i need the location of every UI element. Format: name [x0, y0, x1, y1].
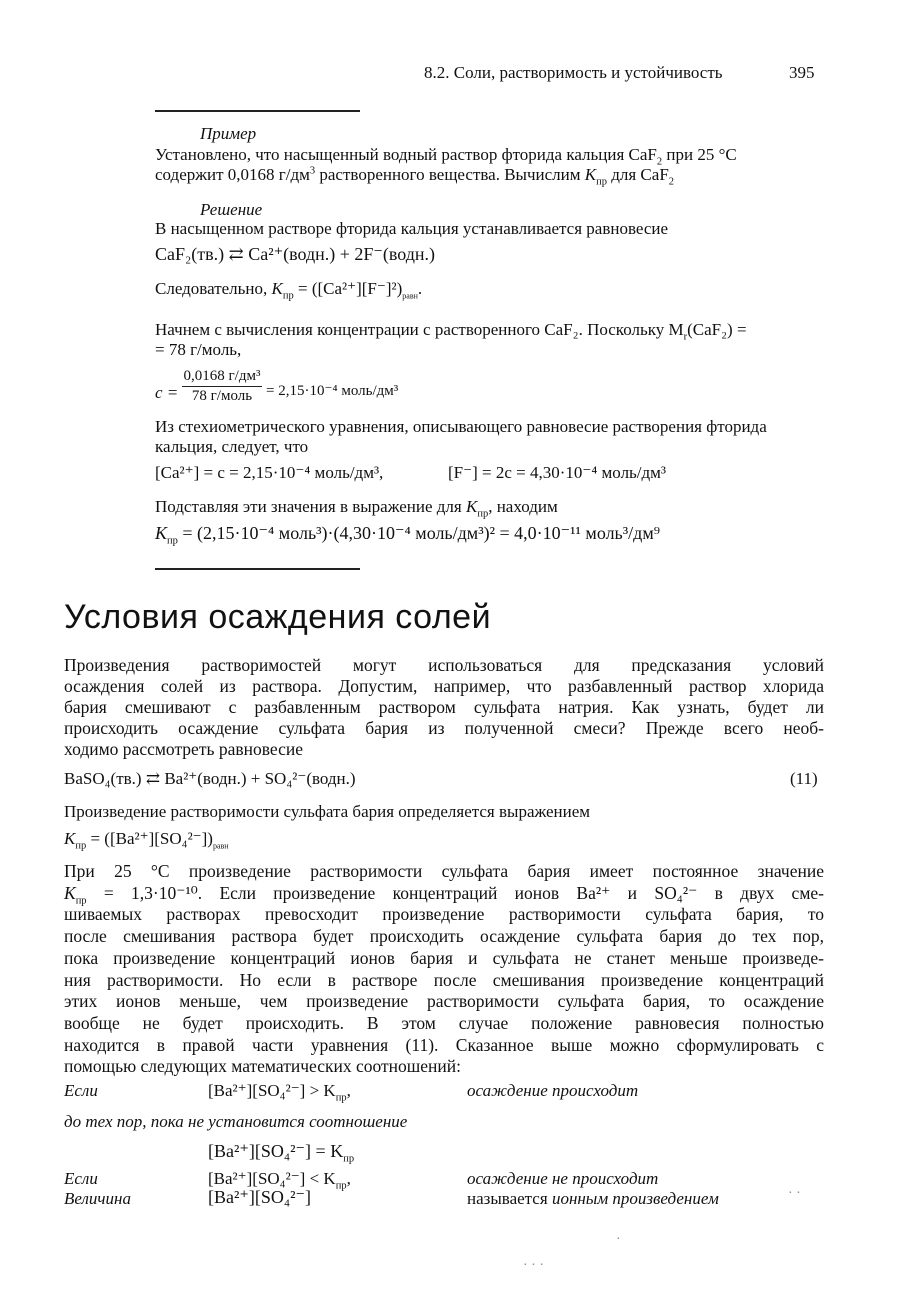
- fraction-numerator: 0,0168 г/дм³: [183, 368, 261, 384]
- condition-if-2-result: осаждение не происходит: [467, 1169, 659, 1188]
- paragraph-3-line: ния растворимости. Но если в растворе после смешивания произведение концентраций: [64, 969, 824, 990]
- condition-equality: $[Ba^{2+}][SO_4^{2-}] = K_{пр}$: [208, 1141, 355, 1165]
- paragraph-1-line: осаждения солей из раствора. Допустим, например, что разбавленный раствор хлорида: [64, 676, 824, 696]
- condition-if-2-label: Если: [64, 1169, 98, 1188]
- condition-if-1-expr: $[Ba^{2+}][SO_4^{2-}] > K_{пр}$,: [208, 1081, 351, 1104]
- equation-number: (11): [790, 769, 818, 788]
- solution-line-4: = 78 г/моль,: [155, 340, 242, 359]
- paragraph-3-line: При 25 °С произведение растворимости сульфата бария имеет постоянное значение: [64, 861, 824, 881]
- fraction-result: = 2,15·10⁻⁴ моль/дм³: [266, 383, 399, 399]
- solution-line-2: Следовательно, $K_{пр} = ([Ca^{2+}][F^-]^2)_{равн}$.: [155, 279, 423, 302]
- example-line-2: содержит 0,0168 $г/дм^3$ растворенного вещества. Вычислим $K_{пр}$ для CaF$_2$: [155, 165, 675, 188]
- paragraph-3-line: шиваемых растворах превосходит произведение растворимости сульфата бария, то: [64, 904, 824, 925]
- solution-label: Решение: [200, 200, 263, 219]
- solution-line-7: Подставляя эти значения в выражение для $K_{пр}$, находим: [155, 497, 558, 520]
- condition-value-result: называется ионным произведением: [467, 1189, 719, 1208]
- running-header: [424, 63, 723, 83]
- condition-if-2-expr: $[Ba^{2+}][SO_4^{2-}] < K_{пр}$,: [208, 1169, 351, 1192]
- solution-line-5: Из стехиометрического уравнения, описывающего равновесие растворения фторида: [155, 417, 767, 436]
- paragraph-1-line: бария смешивают с разбавленным раствором сульфата натрия. Как узнать, будет ли: [64, 697, 824, 717]
- paragraph-1-line: происходить осаждение сульфата бария из полученной смеси? Прежде всего необ-: [64, 718, 824, 738]
- fraction-bar: [182, 386, 262, 387]
- paragraph-1-line: Произведения растворимостей могут использоваться для предсказания условий: [64, 655, 824, 675]
- page-number: 395: [789, 63, 815, 82]
- scan-speck: · ·: [788, 1186, 801, 1201]
- paragraph-3-line: этих ионов меньше, чем произведение растворимости сульфата бария, то осаждение: [64, 991, 824, 1012]
- condition-value-label: Величина: [64, 1189, 131, 1208]
- condition-if-1-result: осаждение происходит: [467, 1081, 639, 1100]
- divider-top: [155, 110, 360, 112]
- paragraph-1: [64, 655, 824, 760]
- paragraph-1-line: ходимо рассмотреть равновесие: [64, 739, 303, 759]
- fraction-denominator: 78 г/моль: [191, 388, 253, 404]
- scan-speck: ·: [616, 1232, 621, 1247]
- section-title: Условия осаждения солей: [64, 598, 492, 636]
- paragraph-2: Произведение растворимости сульфата бария определяется выражением: [64, 802, 591, 821]
- paragraph-3-line: находится в правой части уравнения (11). Сказанное выше можно сформулировать с: [64, 1034, 824, 1055]
- equation-kpr-result: $K_{пр} = (2,15\cdot 10^{-4}$ моль³)·(4,30·10⁻⁴ моль/дм³)² = 4,0·10⁻¹¹ моль³/дм⁹: [155, 523, 660, 547]
- paragraph-3-line: $K_{пр} = 1,3\cdot 10^{-10}$. Если произведение концентраций ионов Ba²⁺ и SO₄²⁻ в двух сме-: [64, 882, 824, 907]
- paragraph-3-line: после смешивания раствора будет происходить осаждение сульфата бария до тех пор,: [64, 926, 824, 947]
- solution-line-1: В насыщенном растворе фторида кальция устанавливается равновесие: [155, 219, 669, 238]
- divider-bottom: [155, 568, 360, 570]
- concentration-fraction: [182, 368, 262, 405]
- section-heading: 8.2. Соли, растворимость и устойчивость: [424, 63, 723, 82]
- solution-line-6: кальция, следует, что: [155, 437, 309, 456]
- condition-until: до тех пор, пока не установится соотношение: [64, 1112, 408, 1131]
- equation-caf2: CaF₂(тв.) ⇄ Ca²⁺(водн.) + 2F⁻(водн.): [155, 244, 436, 264]
- scan-speck: · · ·: [523, 1258, 544, 1273]
- paragraph-3: [64, 861, 824, 1078]
- c-symbol: c =: [155, 383, 179, 402]
- equation-baso4: BaSO₄(тв.) ⇄ Ba²⁺(водн.) + SO₄²⁻(водн.): [64, 769, 356, 788]
- paragraph-3-line: пока произведение концентраций ионов бария и сульфата не станет меньше произведе-: [64, 947, 824, 968]
- paragraph-3-line: помощью следующих математических соотношений:: [64, 1056, 461, 1077]
- condition-value-expr: [Ba²⁺][SO₄²⁻]: [208, 1187, 312, 1207]
- solution-line-3: Начнем с вычисления концентрации c растворенного CaF₂. Поскольку $M_r(CaF_2)$ =: [155, 320, 747, 343]
- equation-kpr-baso4: $K_{пр} = ([Ba^{2+}][SO_4^{2-}])_{равн}$: [64, 829, 229, 852]
- example-label: Пример: [200, 124, 257, 143]
- example-line-1: Установлено, что насыщенный водный раствор фторида кальция CaF$_2$ при 25 °С: [155, 145, 737, 168]
- paragraph-3-line: вообще не будет происходить. В этом случае положение равновесия полностью: [64, 1012, 824, 1033]
- condition-if-1-label: Если: [64, 1081, 98, 1100]
- equation-concentrations-ca: [Ca²⁺] = c = 2,15·10⁻⁴ моль/дм³,: [155, 463, 384, 482]
- equation-concentrations-f: [F⁻] = 2c = 4,30·10⁻⁴ моль/дм³: [448, 463, 667, 482]
